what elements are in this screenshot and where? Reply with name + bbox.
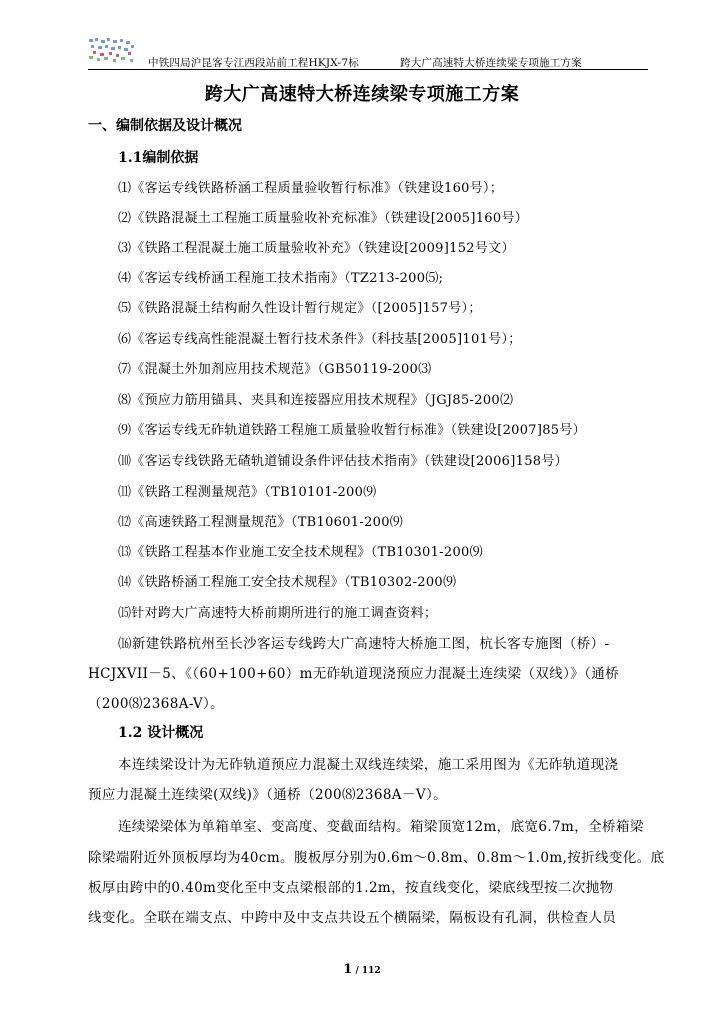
reference-item: ⑴《客运专线铁路桥涵工程质量验收暂行标准》（铁建设160号）； bbox=[118, 181, 504, 196]
reference-item: ⑼《客运专线无砟轨道铁路工程施工质量验收暂行标准》（铁建设[2007]85号） bbox=[118, 423, 586, 438]
reference-item: ⑹《客运专线高性能混凝土暂行技术条件》（科技基[2005]101号）； bbox=[118, 332, 522, 347]
reference-item: ⒁《铁路桥涵工程施工安全技术规程》（TB10302-200⑼ bbox=[118, 575, 457, 590]
header-document-name: 跨大广高速特大桥连续梁专项施工方案 bbox=[400, 57, 582, 69]
company-logo bbox=[87, 36, 137, 64]
reference-item-line: ⒃新建铁路杭州至长沙客运专线跨大广高速特大桥施工图，杭长客专施图（桥）- bbox=[118, 636, 610, 652]
reference-item: ⑵《铁路混凝土工程施工质量验收补充标准》（铁建设[2005]160号） bbox=[118, 211, 529, 226]
section-heading: 一、编制依据及设计概况 bbox=[88, 118, 242, 134]
page-number: 1 bbox=[343, 962, 353, 977]
reference-item: ⑻《预应力筋用锚具、夹具和连接器应用技术规程》（JGJ85-200⑵ bbox=[118, 393, 514, 408]
reference-item: ⑿《高速铁路工程测量规范》（TB10601-200⑼ bbox=[118, 515, 404, 530]
reference-item-line: HCJXVII－5、《（60+100+60）m无砟轨道现浇预应力混凝土连续梁（双线）》（通桥 bbox=[88, 666, 620, 682]
paragraph-line: 连续梁梁体为单箱单室、变高度、变截面结构。箱梁顶宽12m，底宽6.7m，全桥箱梁 bbox=[118, 819, 644, 835]
document-title: 跨大广高速特大桥连续梁专项施工方案 bbox=[204, 84, 520, 105]
paragraph-line: 预应力混凝土连续梁(双线)》（通桥（200⑻2368A－Ⅴ）。 bbox=[88, 787, 448, 803]
reference-item: ⑷《客运专线桥涵工程施工技术指南》（TZ213-200⑸; bbox=[118, 271, 444, 286]
reference-item: ⑶《铁路工程混凝土施工质量验收补充》（铁建设[2009]152号文） bbox=[118, 241, 515, 256]
header-divider bbox=[88, 69, 648, 70]
subsection-heading: 1.1编制依据 bbox=[118, 150, 199, 166]
paragraph-line: 线变化。全联在端支点、中跨中及中支点共设五个横隔梁，隔板设有孔洞，供检查人员 bbox=[88, 910, 617, 926]
reference-item: ⒂针对跨大广高速特大桥前期所进行的施工调查资料； bbox=[118, 606, 438, 621]
paragraph-line: 本连续梁设计为无砟轨道预应力混凝土双线连续梁，施工采用图为《无砟轨道现浇 bbox=[118, 757, 619, 773]
paragraph-line: 除梁端附近外顶板厚均为40cm。腹板厚分别为0.6m～0.8m、0.8m～1.0m,按折线变化。底 bbox=[88, 850, 665, 866]
reference-item-line: （200⑻2368A-V）。 bbox=[88, 696, 225, 712]
page-footer bbox=[0, 962, 724, 977]
reference-item: ⑾《铁路工程测量规范》（TB10101-200⑼ bbox=[118, 485, 377, 500]
reference-item: ⑽《客运专线铁路无碴轨道铺设条件评估技术指南》（铁建设[2006]158号） bbox=[118, 454, 568, 469]
header-project-name: 中铁四局沪昆客专江西段站前工程HKJX-7标 bbox=[148, 57, 359, 69]
paragraph-line: 板厚由跨中的0.40m变化至中支点梁根部的1.2m，按直线变化，梁底线型按二次抛物 bbox=[88, 880, 614, 896]
total-pages: 112 bbox=[361, 966, 381, 976]
subsection-heading: 1.2 设计概况 bbox=[118, 725, 204, 741]
reference-item: ⑺《混凝土外加剂应用技术规范》（GB50119-200⑶ bbox=[118, 362, 432, 377]
page-separator: / bbox=[352, 966, 362, 976]
reference-item: ⑸《铁路混凝土结构耐久性设计暂行规定》（[2005]157号）； bbox=[118, 301, 482, 316]
reference-item: ⒀《铁路工程基本作业施工安全技术规程》（TB10301-200⑼ bbox=[118, 545, 483, 560]
